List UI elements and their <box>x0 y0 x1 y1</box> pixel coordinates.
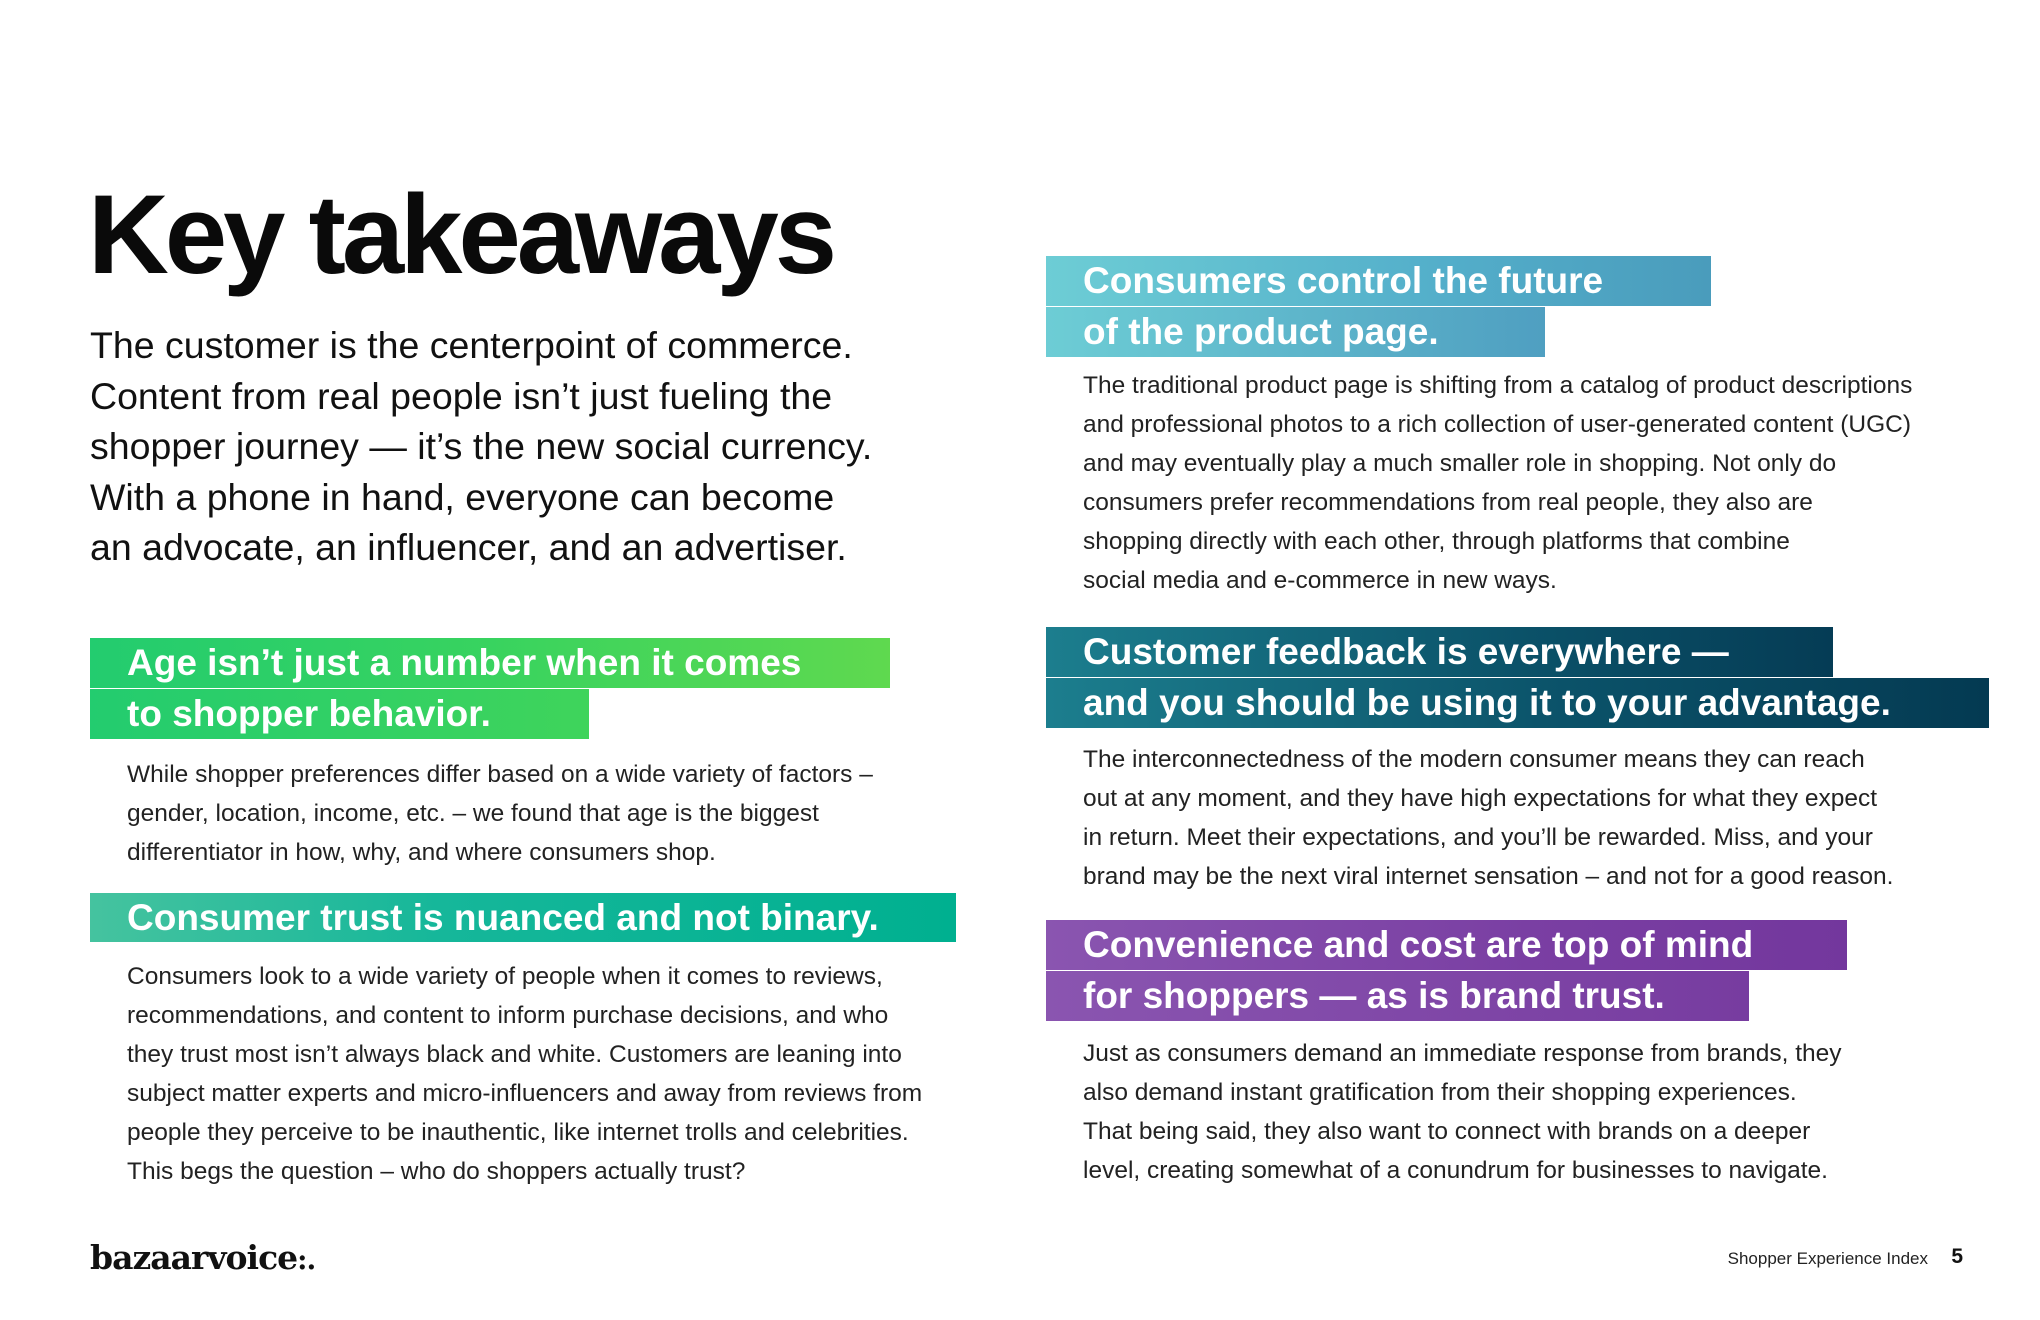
body-line: That being said, they also want to connect with brands on a deeper <box>1083 1118 1811 1145</box>
body-line: subject matter experts and micro-influencers and away from reviews from <box>127 1080 923 1107</box>
body-line: Consumers look to a wide variety of people when it comes to reviews, <box>127 963 883 990</box>
body-line: The traditional product page is shifting from a catalog of product descriptions <box>1083 372 1913 399</box>
intro-line: Content from real people isn’t just fueling the <box>90 374 833 417</box>
control-heading-line: of the product page. <box>1083 311 1439 352</box>
body-line: brand may be the next viral internet sensation – and not for a good reason. <box>1083 863 1894 890</box>
feedback-body <box>1083 740 1983 896</box>
body-line: shopping directly with each other, through platforms that combine <box>1083 528 1790 555</box>
body-line: social media and e-commerce in new ways. <box>1083 567 1557 594</box>
trust-body <box>127 957 957 1191</box>
body-line: recommendations, and content to inform purchase decisions, and who <box>127 1002 889 1029</box>
feedback-heading-line: and you should be using it to your advantage. <box>1083 682 1891 723</box>
trust-heading-line: Consumer trust is nuanced and not binary. <box>127 897 879 938</box>
body-line: differentiator in how, why, and where consumers shop. <box>127 839 716 866</box>
body-line: out at any moment, and they have high expectations for what they expect <box>1083 785 1878 812</box>
control-heading-band <box>1046 307 1545 357</box>
age-heading-band <box>90 689 589 739</box>
body-line: The interconnectedness of the modern consumer means they can reach <box>1083 746 1865 773</box>
age-body <box>127 755 947 872</box>
convenience-heading-band <box>1046 971 1749 1021</box>
body-line: also demand instant gratification from their shopping experiences. <box>1083 1079 1797 1106</box>
logo-mark: :. <box>297 1243 316 1276</box>
report-name: Shopper Experience Index <box>1727 1249 1928 1268</box>
body-line: level, creating somewhat of a conundrum for businesses to navigate. <box>1083 1157 1828 1184</box>
body-line: and professional photos to a rich collection of user-generated content (UGC) <box>1083 411 1912 438</box>
intro-line: With a phone in hand, everyone can become <box>90 475 835 518</box>
control-heading-line: Consumers control the future <box>1083 260 1604 301</box>
intro-paragraph <box>90 320 950 573</box>
control-body <box>1083 366 1983 600</box>
body-line: gender, location, income, etc. – we found that age is the biggest <box>127 800 819 827</box>
body-line: Just as consumers demand an immediate response from brands, they <box>1083 1040 1842 1067</box>
age-heading-band <box>90 638 890 688</box>
intro-line: an advocate, an influencer, and an advertiser. <box>90 526 847 568</box>
feedback-heading-band <box>1046 678 1989 728</box>
body-line: This begs the question – who do shoppers actually trust? <box>127 1158 746 1185</box>
body-line: they trust most isn’t always black and white. Customers are leaning into <box>127 1041 902 1068</box>
feedback-heading-line: Customer feedback is everywhere — <box>1083 631 1729 672</box>
intro-line: shopper journey — it’s the new social currency. <box>90 425 873 467</box>
control-heading-band <box>1046 256 1711 306</box>
body-line: and may eventually play a much smaller role in shopping. Not only do <box>1083 450 1837 477</box>
body-line: in return. Meet their expectations, and you’ll be rewarded. Miss, and your <box>1083 824 1873 851</box>
trust-heading-band <box>90 893 956 942</box>
body-line: consumers prefer recommendations from real people, they also are <box>1083 489 1813 516</box>
page-title: Key takeaways <box>88 172 834 297</box>
age-heading-line: to shopper behavior. <box>127 693 491 734</box>
convenience-heading-line: for shoppers — as is brand trust. <box>1083 975 1665 1016</box>
logo-wordmark: bazaarvoice <box>90 1238 298 1277</box>
bazaarvoice-logo <box>90 1238 315 1280</box>
body-line: While shopper preferences differ based on a wide variety of factors – <box>127 761 873 788</box>
feedback-heading-band <box>1046 627 1833 677</box>
body-line: people they perceive to be inauthentic, like internet trolls and celebrities. <box>127 1119 909 1146</box>
convenience-heading-band <box>1046 920 1847 970</box>
intro-line: The customer is the centerpoint of commerce. <box>90 324 853 366</box>
page-number: 5 <box>1951 1245 1963 1268</box>
convenience-body <box>1083 1034 1983 1190</box>
convenience-heading-line: Convenience and cost are top of mind <box>1083 924 1754 965</box>
age-heading-line: Age isn’t just a number when it comes <box>127 642 802 683</box>
